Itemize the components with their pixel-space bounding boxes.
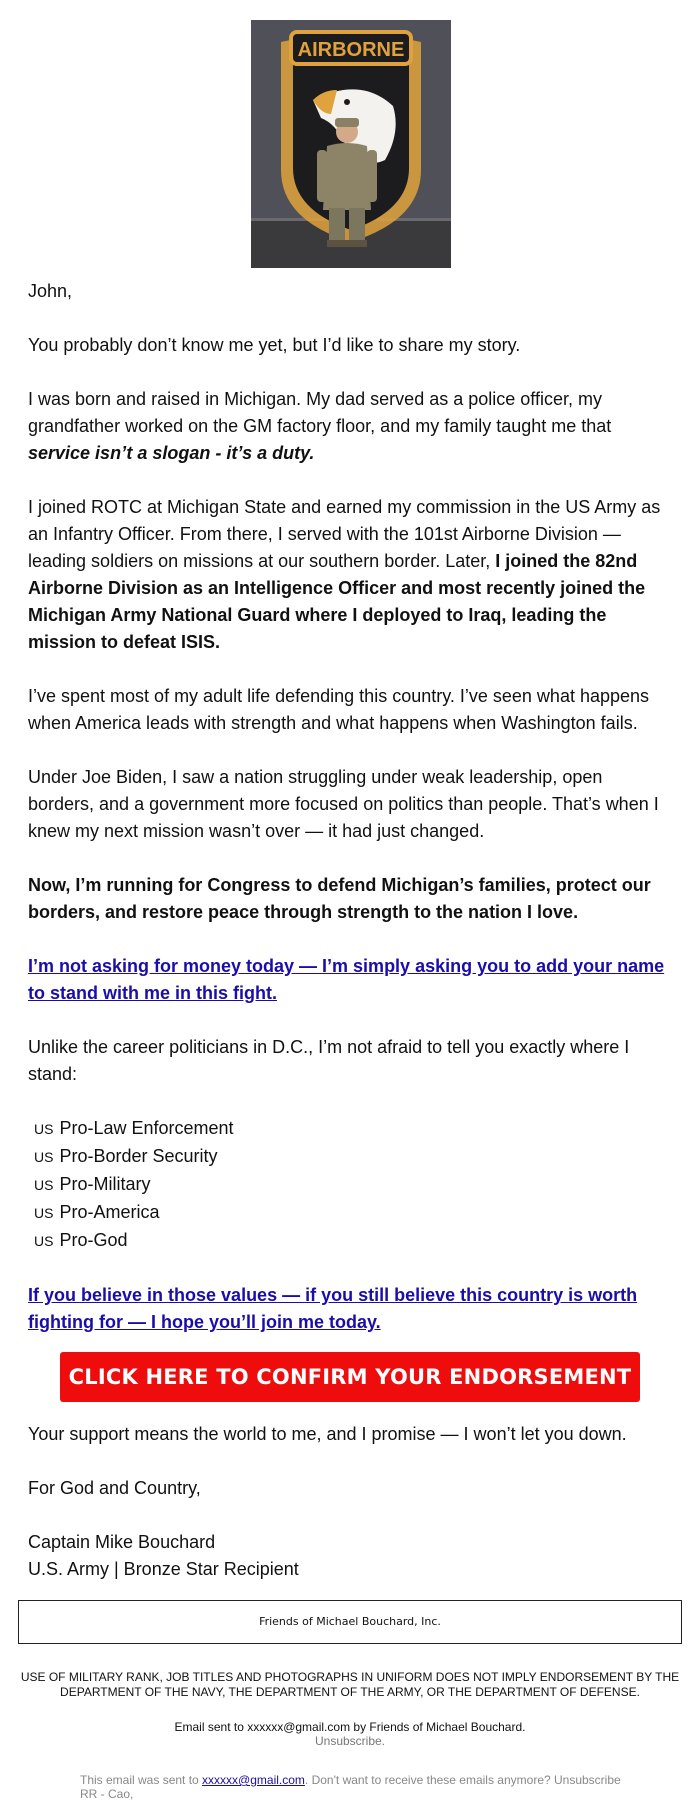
- sent-info: [20, 1720, 680, 1748]
- value-label: Pro-America: [59, 1202, 160, 1222]
- us-flag-icon: US: [34, 1149, 54, 1165]
- signature: [28, 1529, 668, 1583]
- patch-text: AIRBORNE: [297, 39, 405, 61]
- us-flag-icon: US: [34, 1233, 54, 1249]
- bottom-suffix: . Don't want to receive these emails anymore? Unsubscribe: [304, 1773, 621, 1787]
- signature-title: U.S. Army | Bronze Star Recipient: [28, 1559, 299, 1579]
- recipient-email-link[interactable]: xxxxxx@gmail.com: [202, 1773, 305, 1787]
- defending-paragraph: I’ve spent most of my adult life defending this country. I’ve seen what happens when America leads with strength and what happens when Washington fails.: [28, 686, 650, 733]
- us-flag-icon: US: [34, 1121, 54, 1137]
- list-item: [34, 1143, 668, 1171]
- military-disclaimer: USE OF MILITARY RANK, JOB TITLES AND PHOTOGRAPHS IN UNIFORM DOES NOT IMPLY ENDORSEMENT BY THE DEPARTMENT OF THE NAVY, THE DEPARTMENT OF THE ARMY, OR THE DEPARTMENT OF DEFENSE.: [20, 1670, 680, 1699]
- list-item: [34, 1199, 668, 1227]
- closing-section: [28, 1421, 668, 1610]
- value-label: Pro-God: [59, 1230, 128, 1250]
- signoff: For God and Country,: [28, 1478, 201, 1498]
- bottom-footer: [80, 1773, 680, 1801]
- us-flag-icon: US: [34, 1177, 54, 1193]
- background-text: I was born and raised in Michigan. My dad served as a police officer, my grandfather worked on the GM factory floor, and my family taught me that: [28, 389, 612, 436]
- add-name-link[interactable]: I’m not asking for money today — I’m simply asking you to add your name to stand with me in this fight.: [28, 956, 665, 1003]
- list-item: [34, 1227, 668, 1255]
- join-me-link[interactable]: If you believe in those values — if you still believe this country is worth fighting for — I hope you’ll join me today.: [28, 1285, 638, 1332]
- sent-line: Email sent to xxxxxx@gmail.com by Friends of Michael Bouchard.: [174, 1720, 526, 1734]
- intro-paragraph: You probably don’t know me yet, but I’d like to share my story.: [28, 335, 521, 355]
- bottom-line-2: RR - Cao,: [80, 1787, 134, 1801]
- military-text: I joined ROTC at Michigan State and earned my commission in the US Army as an Infantry Officer. From there, I served with the 101st Airborne Division — leading soldiers on missions at our southern border. Later,: [28, 497, 661, 571]
- signature-name: Captain Mike Bouchard: [28, 1532, 216, 1552]
- congress-paragraph: Now, I’m running for Congress to defend Michigan’s families, protect our borders, and restore peace through strength to the nation I love.: [28, 875, 651, 922]
- list-item: [34, 1171, 668, 1199]
- greeting: John,: [28, 281, 73, 301]
- value-label: Pro-Law Enforcement: [59, 1118, 234, 1138]
- confirm-endorsement-button[interactable]: CLICK HERE TO CONFIRM YOUR ENDORSEMENT: [60, 1352, 640, 1402]
- email-content: [28, 278, 668, 1363]
- paid-for-box: Friends of Michael Bouchard, Inc.: [18, 1600, 682, 1644]
- biden-paragraph: Under Joe Biden, I saw a nation struggling under weak leadership, open borders, and a government more focused on politics than people. That’s when I knew my next mission wasn’t over — it had just changed.: [28, 767, 659, 841]
- us-flag-icon: US: [34, 1205, 54, 1221]
- values-list: [28, 1115, 668, 1255]
- bottom-prefix: This email was sent to: [80, 1773, 203, 1787]
- military-bold: I joined the 82nd Airborne Division as an Intelligence Officer and most recently joined the Michigan Army National Guard where I deployed to Iraq, leading the mission to defeat ISIS.: [28, 551, 646, 652]
- background-paragraph: [28, 386, 668, 467]
- value-label: Pro-Border Security: [59, 1146, 218, 1166]
- bottom-line: [80, 1773, 680, 1787]
- value-label: Pro-Military: [59, 1174, 151, 1194]
- stand-paragraph: Unlike the career politicians in D.C., I’m not afraid to tell you exactly where I stand:: [28, 1037, 630, 1084]
- list-item: [34, 1115, 668, 1143]
- header-photo: [251, 20, 451, 268]
- service-emphasis: service isn’t a slogan - it’s a duty.: [28, 443, 315, 463]
- airborne-soldier-image: [251, 20, 451, 268]
- military-paragraph: [28, 494, 668, 656]
- support-paragraph: Your support means the world to me, and I promise — I won’t let you down.: [28, 1424, 627, 1444]
- unsubscribe-link[interactable]: Unsubscribe.: [314, 1734, 386, 1748]
